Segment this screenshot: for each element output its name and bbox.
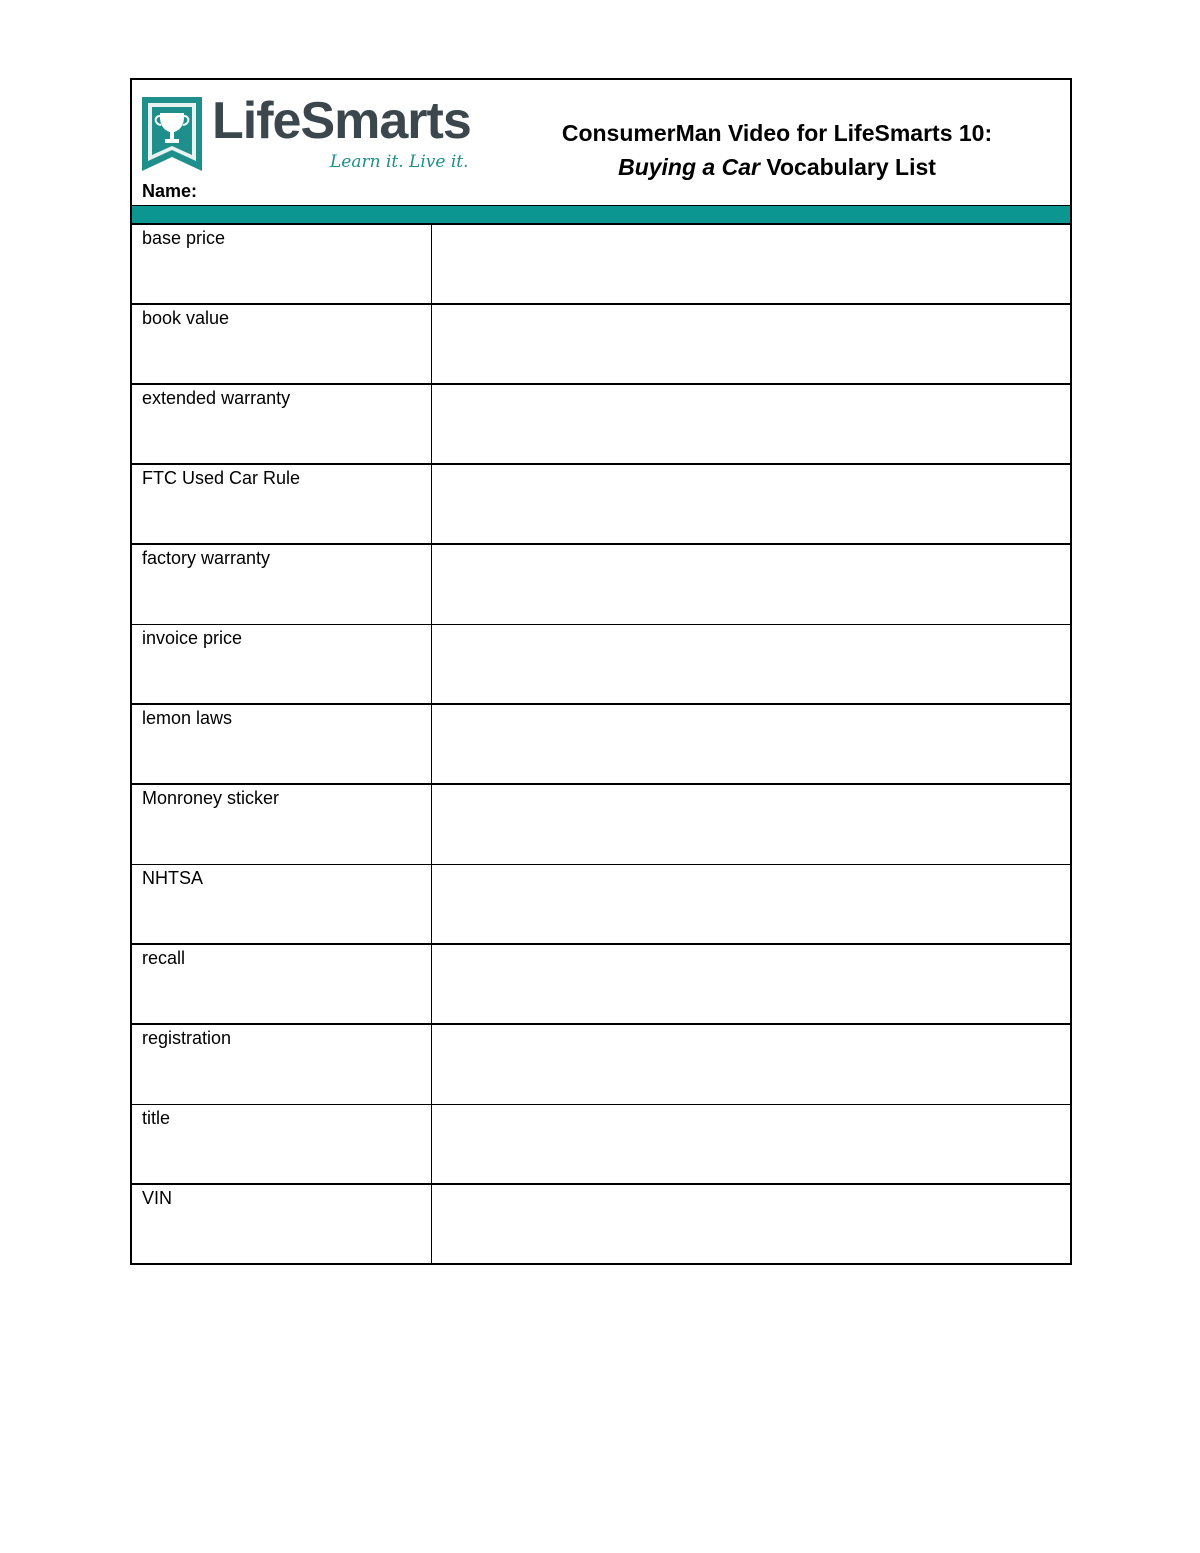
name-label: Name: [142,181,198,201]
table-row [132,705,1070,785]
vocabulary-table [132,225,1070,1263]
definition-cell[interactable] [432,625,1070,703]
title-rest-part: Vocabulary List [759,154,936,180]
table-row [132,545,1070,625]
teal-divider-bar [132,206,1070,225]
vocab-term: book value [132,305,432,383]
logo-tagline: Learn it. Live it. [330,152,469,172]
table-row [132,305,1070,385]
definition-cell[interactable] [432,1185,1070,1263]
vocab-term: factory warranty [132,545,432,624]
definition-cell[interactable] [432,305,1070,383]
title-italic-part: Buying a Car [618,154,760,180]
definition-cell[interactable] [432,1105,1070,1183]
definition-cell[interactable] [432,225,1070,303]
vocab-term: NHTSA [132,865,432,943]
vocab-term: VIN [132,1185,432,1263]
table-row [132,785,1070,865]
definition-cell[interactable] [432,545,1070,624]
lifesmarts-logo [140,92,480,173]
definition-cell[interactable] [432,1025,1070,1104]
vocab-term: lemon laws [132,705,432,783]
table-row [132,1105,1070,1185]
logo-wordmark: LifeSmarts [212,92,471,150]
table-row [132,385,1070,465]
table-row [132,225,1070,305]
definition-cell[interactable] [432,705,1070,783]
vocab-term: Monroney sticker [132,785,432,864]
definition-cell[interactable] [432,385,1070,463]
table-row [132,1025,1070,1105]
table-row [132,625,1070,705]
title-line-2 [527,150,1027,184]
definition-cell[interactable] [432,945,1070,1023]
vocab-term: extended warranty [132,385,432,463]
vocabulary-sheet [130,78,1072,1265]
vocab-term: recall [132,945,432,1023]
vocab-term: invoice price [132,625,432,703]
definition-cell[interactable] [432,465,1070,543]
sheet-header [132,80,1070,206]
trophy-banner-icon [140,95,204,173]
table-row [132,1185,1070,1263]
vocab-term: registration [132,1025,432,1104]
page-title [527,116,1027,184]
title-line-1: ConsumerMan Video for LifeSmarts 10: [561,120,993,146]
table-row [132,865,1070,945]
definition-cell[interactable] [432,785,1070,864]
vocab-term: title [132,1105,432,1183]
definition-cell[interactable] [432,865,1070,943]
vocab-term: FTC Used Car Rule [132,465,432,543]
table-row [132,465,1070,545]
vocab-term: base price [132,225,432,303]
table-row [132,945,1070,1025]
